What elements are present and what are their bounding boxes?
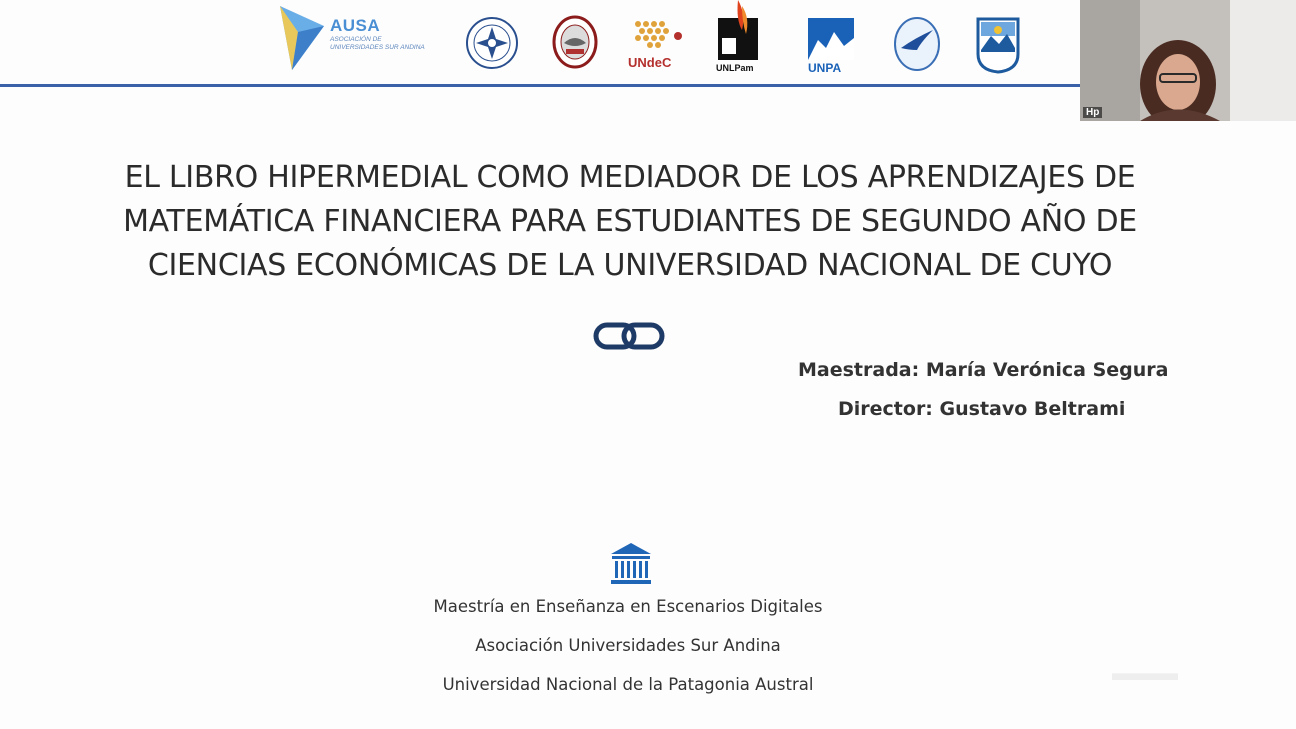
unpa-label: UNPA [808, 61, 842, 75]
title-line: MATEMÁTICA FINANCIERA PARA ESTUDIANTES DE SEGUNDO AÑO DE [123, 204, 1137, 239]
university-seal-logo [465, 16, 519, 70]
title-line: CIENCIAS ECONÓMICAS DE LA UNIVERSIDAD NACIONAL DE CUYO [147, 248, 1113, 283]
unlpam-logo [716, 0, 762, 62]
institution-building-icon [609, 542, 653, 586]
header-divider [0, 84, 1080, 87]
unpa-logo [808, 18, 854, 60]
author-label: Maestrada: María Verónica Segura [798, 359, 1169, 381]
ausa-subtitle-2: UNIVERSIDADES SUR ANDINA [330, 44, 425, 51]
program-name: Maestría en Enseñanza en Escenarios Digitales [433, 597, 823, 616]
unlpam-label: UNLPam [716, 63, 754, 73]
association-name: Asociación Universidades Sur Andina [475, 636, 781, 655]
director-label: Director: Gustavo Beltrami [838, 398, 1126, 420]
chain-link-icon [593, 320, 665, 352]
title-line: EL LIBRO HIPERMEDIAL COMO MEDIADOR DE LOS APRENDIZAJES DE [124, 160, 1136, 195]
watermark: ▬▬▬ [1112, 660, 1178, 685]
ausa-name: AUSA [330, 16, 381, 35]
bird-logo [893, 16, 941, 72]
undec-logo [632, 18, 684, 56]
webcam-thumbnail[interactable] [1080, 0, 1296, 121]
participant-name: Hp [1083, 107, 1102, 118]
mountain-shield-logo [975, 16, 1021, 74]
logo-header [0, 0, 1080, 86]
participant-video [1080, 0, 1296, 121]
ausa-logo [278, 6, 326, 72]
ausa-subtitle-1: ASOCIACIÓN DE [330, 36, 382, 43]
ausa-wordmark [330, 16, 425, 52]
red-seal-logo [552, 15, 598, 69]
slide-title [60, 156, 1200, 288]
university-name: Universidad Nacional de la Patagonia Austral [442, 675, 814, 694]
undec-label: UNdeC [628, 55, 672, 70]
